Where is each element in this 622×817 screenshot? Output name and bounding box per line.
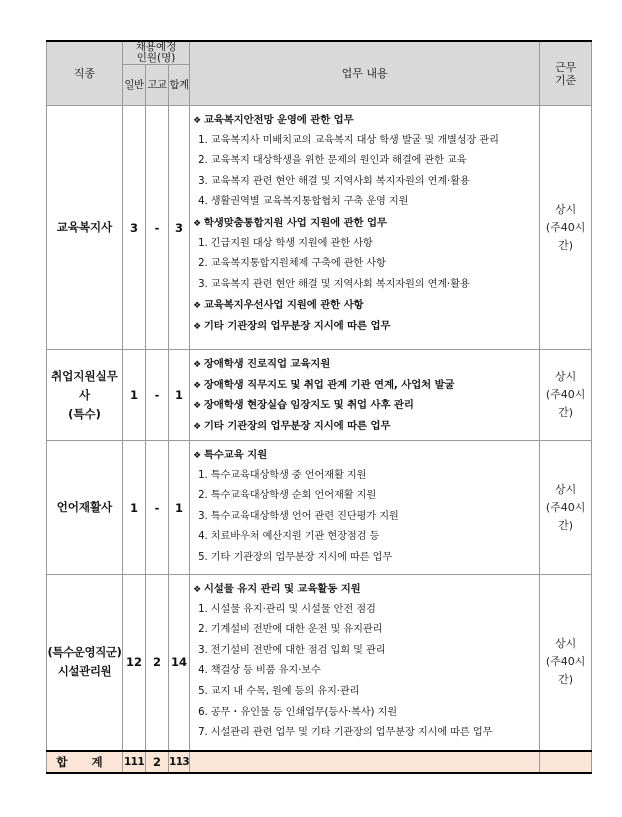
header-school: 고교	[146, 65, 169, 106]
duty-item: 1. 긴급지원 대상 학생 지원에 관한 사항	[198, 237, 373, 249]
duty-item: 3. 교육복지 관련 현안 해결 및 지역사회 복지자원의 연계·활용	[198, 175, 470, 187]
duty-item: 4. 책걸상 등 비품 유지·보수	[198, 665, 321, 677]
table-row	[47, 575, 592, 751]
duty-heading: ❖ 기타 기관장의 업무분장 지시에 따른 업무	[193, 316, 539, 337]
school-count: -	[146, 441, 169, 575]
duty-item: 3. 특수교육대상학생 언어 관련 진단평가 지원	[198, 510, 399, 522]
recruitment-table	[46, 40, 592, 774]
header-planned: 채용예정 인원(명)	[123, 41, 190, 65]
school-count: 2	[146, 575, 169, 751]
general-count: 12	[123, 575, 146, 751]
total-general: 111	[123, 751, 146, 773]
duty-heading: ❖ 학생맞춤통합지원 사업 지원에 관한 업무	[193, 213, 539, 234]
duty-item: 5. 교지 내 수목, 원예 등의 유지·관리	[198, 685, 360, 697]
duty-heading: ❖ 장애학생 직무지도 및 취업 관계 기관 연계, 사업처 발굴	[193, 375, 539, 396]
total-duties-empty	[190, 751, 540, 773]
header-standard: 근무 기준	[540, 41, 592, 106]
duty-heading: ❖ 기타 기관장의 업무분장 지시에 따른 업무	[193, 416, 539, 437]
duty-heading: ❖ 특수교육 지원	[193, 445, 539, 466]
role-cell: (특수운영직군) 시설관리원	[47, 575, 123, 751]
duty-item: 6. 공무・유인물 등 인쇄업무(등사·복사) 지원	[198, 706, 398, 718]
general-count: 3	[123, 106, 146, 350]
sum-count: 1	[169, 350, 190, 441]
duty-heading: ❖ 교육복지우선사업 지원에 관한 사항	[193, 295, 539, 316]
duty-item: 4. 치료바우처 예산지원 기관 현장점검 등	[198, 531, 380, 543]
sum-count: 3	[169, 106, 190, 350]
school-count: -	[146, 350, 169, 441]
role-cell: 취업지원실무사 (특수)	[47, 350, 123, 441]
duty-item: 2. 특수교육대상학생 순회 언어재활 지원	[198, 490, 377, 502]
work-standard: 상시 (주40시간)	[540, 106, 592, 350]
table-row	[47, 441, 592, 575]
total-row	[47, 751, 592, 773]
duty-item: 4. 생활권역별 교육복지통합협치 구축 운영 지원	[198, 196, 409, 208]
general-count: 1	[123, 441, 146, 575]
duty-item: 3. 교육복지 관련 현안 해결 및 지역사회 복지자원의 연계·활용	[198, 278, 470, 290]
duty-item: 1. 특수교육대상학생 중 언어재활 지원	[198, 469, 367, 481]
duty-item: 3. 전기설비 전반에 대한 점검 입회 및 관리	[198, 644, 386, 656]
general-count: 1	[123, 350, 146, 441]
table-row	[47, 350, 592, 441]
duty-item: 1. 교육복지사 미배치교의 교육복지 대상 학생 발굴 및 개별성장 관리	[198, 134, 499, 146]
duty-item: 2. 교육복지 대상학생을 위한 문제의 원인과 해결에 관한 교육	[198, 155, 467, 167]
sum-count: 14	[169, 575, 190, 751]
duties-cell	[190, 441, 540, 575]
duty-item: 1. 시설물 유지·관리 및 시설물 안전 점검	[198, 603, 376, 615]
duty-item: 7. 시설관리 관련 업무 및 기타 기관장의 업무분장 지시에 따른 업무	[198, 727, 493, 739]
duty-heading: ❖ 시설물 유지 관리 및 교육활동 지원	[193, 579, 539, 600]
duty-item: 2. 기계설비 전반에 대한 운전 및 유지관리	[198, 624, 383, 636]
total-label: 합 계	[47, 751, 123, 773]
total-school: 2	[146, 751, 169, 773]
header-general: 일반	[123, 65, 146, 106]
header-sum: 합계	[169, 65, 190, 106]
table-row	[47, 106, 592, 350]
header-job: 직종	[47, 41, 123, 106]
duty-item: 2. 교육복지통합지원체제 구축에 관한 사항	[198, 258, 386, 270]
total-sum: 113	[169, 751, 190, 773]
role-cell: 언어재활사	[47, 441, 123, 575]
duties-cell	[190, 106, 540, 350]
work-standard: 상시 (주40시간)	[540, 350, 592, 441]
duty-heading: ❖ 장애학생 진로직업 교육지원	[193, 354, 539, 375]
work-standard: 상시 (주40시간)	[540, 441, 592, 575]
total-standard-empty	[540, 751, 592, 773]
duty-heading: ❖ 교육복지안전망 운영에 관한 업무	[193, 110, 539, 131]
header-duties: 업무 내용	[190, 41, 540, 106]
sum-count: 1	[169, 441, 190, 575]
school-count: -	[146, 106, 169, 350]
role-cell: 교육복지사	[47, 106, 123, 350]
duty-heading: ❖ 장애학생 현장실습 임장지도 및 취업 사후 관리	[193, 395, 539, 416]
work-standard: 상시 (주40시간)	[540, 575, 592, 751]
duties-cell	[190, 575, 540, 751]
duty-item: 5. 기타 기관장의 업무분장 지시에 따른 업무	[198, 551, 393, 563]
duties-cell	[190, 350, 540, 441]
